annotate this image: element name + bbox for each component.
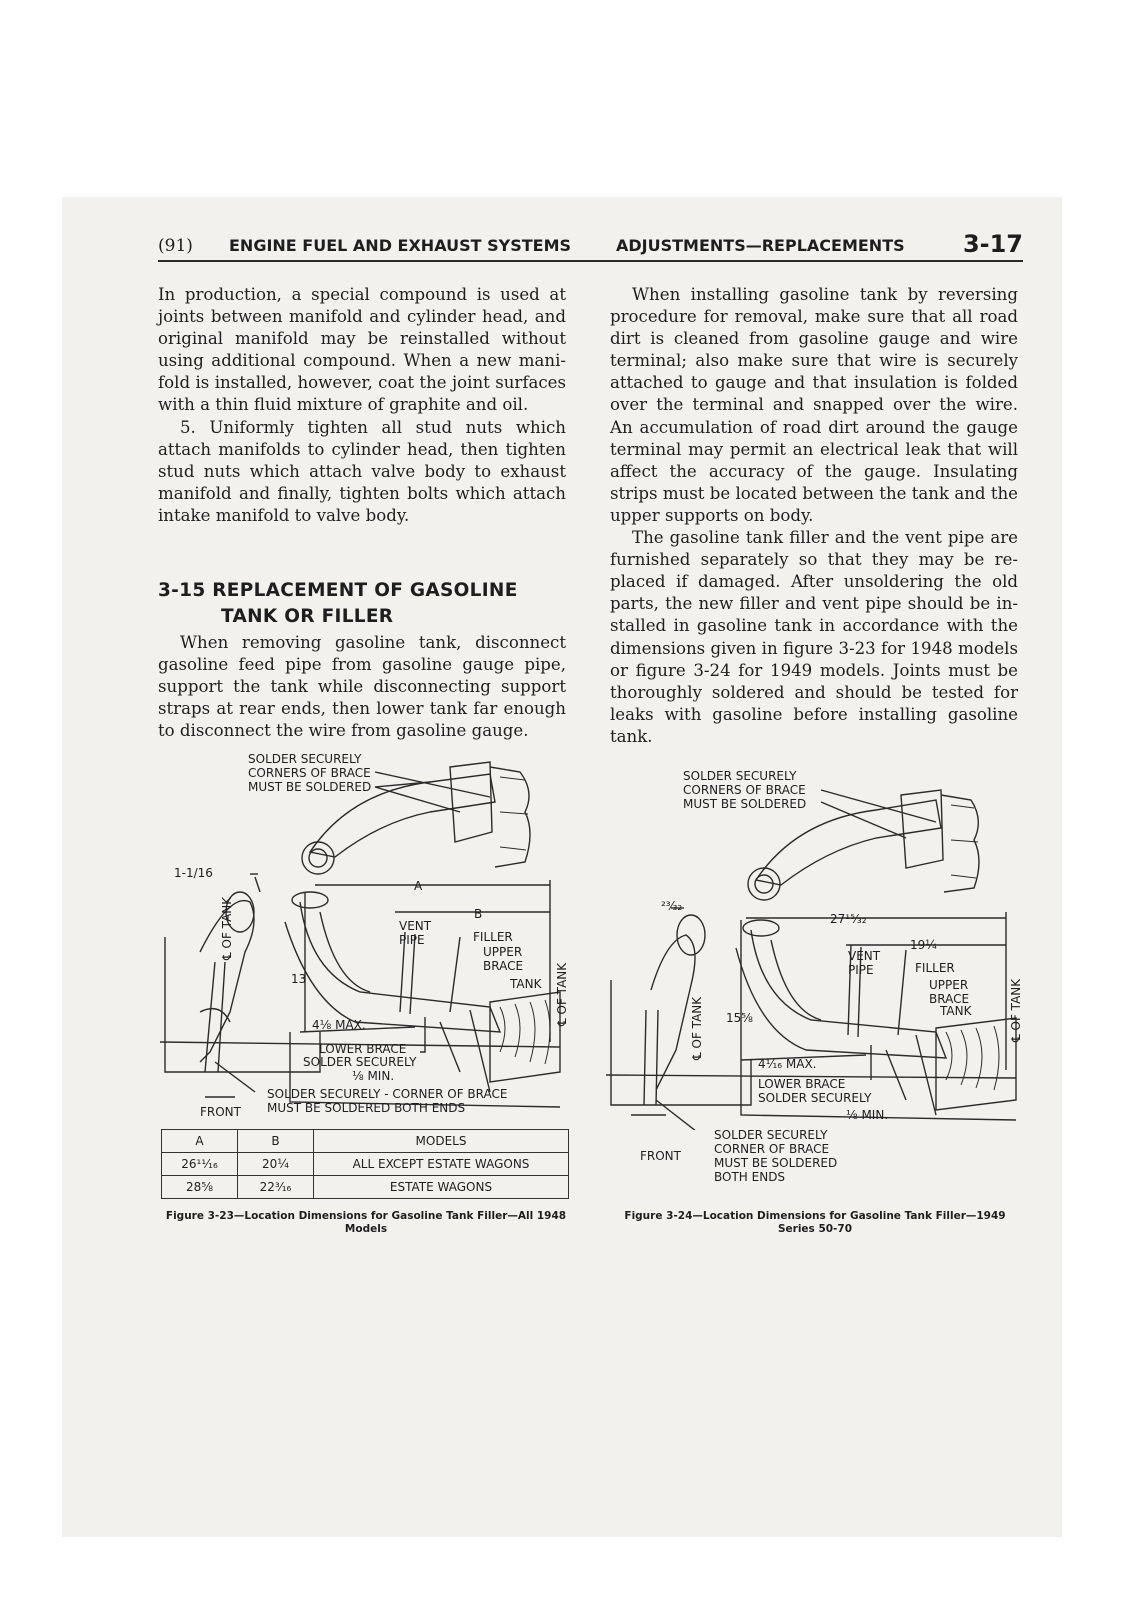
figure-3-24-illustration xyxy=(606,770,1022,1130)
paragraph: In production, a special compound is used at joints between manifold and cylinder head, and original manifold may be reinstalled without using additional compound. When a new manifold is installed, however, coat the joint surfaces with a thin fluid mixture of graphite and oil. xyxy=(158,285,566,415)
fig23-offset-dim: 1-1/16 xyxy=(174,866,213,880)
fig23-dim-b: B xyxy=(474,907,483,921)
fig24-filler-label: FILLER xyxy=(915,961,955,975)
page-header xyxy=(158,230,1023,262)
table-header: MODELS xyxy=(314,1130,569,1153)
paragraph: When removing gasoline tank, disconnect gasoline feed pipe from gasoline gauge pipe, support the tank while disconnecting support straps at rear ends, then lower tank far enough to disconnect the wire from gasoline gauge. xyxy=(158,633,566,741)
table-header: B xyxy=(238,1130,314,1153)
fig23-vent-pipe-label: VENT PIPE xyxy=(399,919,432,947)
fig24-upper-brace-label: UPPER BRACE xyxy=(929,978,970,1006)
fig24-lower-brace-label: LOWER BRACE xyxy=(758,1077,846,1091)
fig24-front-label: FRONT xyxy=(640,1149,681,1163)
table-header: A xyxy=(162,1130,238,1153)
fig23-centerline-right: ℄ OF TANK xyxy=(555,962,569,1026)
section-title: ENGINE FUEL AND EXHAUST SYSTEMS xyxy=(229,236,572,255)
paragraph: The gasoline tank filler and the vent pipe are furnished separately so that they may be replaced if damaged. After unsoldering the old parts, the new filler and vent pipe should be installed in gasoline tank in accordance with the dimensions given in figure 3-23 for 1948 models or figure 3-24 for 1949 models. Joints must be thoroughly soldered and should be tested for leaks with gasoline before installing gasoline tank. xyxy=(610,528,1018,746)
fig24-solder-top-label: SOLDER SECURELY CORNERS OF BRACE MUST BE SOLDERED xyxy=(683,769,807,811)
fig23-min-label: ⅛ MIN. xyxy=(352,1069,395,1083)
fig23-solder-top-label: SOLDER SECURELY CORNERS OF BRACE MUST BE SOLDERED xyxy=(248,752,372,794)
fig24-offset-dim: ²³⁄₃₂ xyxy=(661,899,683,913)
fig23-upper-brace-label: UPPER BRACE xyxy=(483,945,524,973)
figure-3-23-caption: Figure 3-23—Location Dimensions for Gasoline Tank Filler—All 1948 Models xyxy=(165,1210,567,1235)
fig23-max-label: 4⅛ MAX. xyxy=(312,1018,366,1032)
table-cell: ALL EXCEPT ESTATE WAGONS xyxy=(314,1153,569,1176)
fig23-solder-mid-label: SOLDER SECURELY xyxy=(303,1055,417,1069)
figure-3-24-caption: Figure 3-24—Location Dimensions for Gasoline Tank Filler—1949 Series 50-70 xyxy=(624,1210,1006,1235)
table-cell: 26¹¹⁄₁₆ xyxy=(162,1153,238,1176)
fig23-tank-label: TANK xyxy=(510,977,542,991)
fig24-centerline-right: ℄ OF TANK xyxy=(1009,978,1023,1042)
fig24-height-dim: 15⅝ xyxy=(726,1011,753,1025)
fig24-tank-label: TANK xyxy=(940,1004,972,1018)
fig24-min-label: ⅛ MIN. xyxy=(846,1108,889,1122)
table-row xyxy=(162,1176,569,1199)
table-header-row xyxy=(162,1130,569,1153)
fig24-dim-a: 27¹⁵⁄₃₂ xyxy=(830,912,867,926)
page-number: (91) xyxy=(158,236,193,256)
section-heading xyxy=(158,578,518,630)
right-column xyxy=(610,284,1018,748)
fig24-vent-pipe-label: VENT PIPE xyxy=(848,949,881,977)
fig23-lower-brace-label: LOWER BRACE xyxy=(319,1042,407,1056)
paragraph: When installing gasoline tank by reversing procedure for removal, make sure that all road dirt is cleaned from gasoline gauge and wire terminal; also make sure that wire is securely attached to gauge and that insulation is folded over the terminal and snapped over the wire. An accumulation of road dirt around the gauge terminal may permit an electrical leak that will affect the accuracy of the gauge. Insulating strips must be located between the tank and the upper supports on body. xyxy=(610,285,1018,525)
fig23-solder-bottom-label: SOLDER SECURELY - CORNER OF BRACE MUST BE SOLDERED BOTH ENDS xyxy=(267,1087,508,1115)
fig23-front-label: FRONT xyxy=(200,1105,241,1119)
section-heading-line: TANK OR FILLER xyxy=(221,606,394,627)
page-code: 3-17 xyxy=(962,230,1023,258)
fig23-dim-13: 13 xyxy=(291,972,307,986)
left-column-bottom xyxy=(158,632,566,742)
fig24-solder-bottom-label: SOLDER SECURELY CORNER OF BRACE MUST BE SOLDERED BOTH ENDS xyxy=(714,1128,838,1184)
table-cell: 22³⁄₁₆ xyxy=(238,1176,314,1199)
fig23-dim-a: A xyxy=(414,879,423,893)
table-cell: ESTATE WAGONS xyxy=(314,1176,569,1199)
table-cell: 28⅝ xyxy=(162,1176,238,1199)
section-heading-line: 3-15 REPLACEMENT OF GASOLINE xyxy=(158,580,518,601)
fig23-filler-label: FILLER xyxy=(473,930,513,944)
subsection-title: ADJUSTMENTS—REPLACEMENTS xyxy=(616,236,905,255)
table-cell: 20¼ xyxy=(238,1153,314,1176)
table-row xyxy=(162,1153,569,1176)
fig23-dimension-table xyxy=(161,1129,569,1199)
left-column-top xyxy=(158,284,566,527)
fig24-centerline-left: ℄ OF TANK xyxy=(690,996,704,1060)
fig24-solder-mid-label: SOLDER SECURELY xyxy=(758,1091,872,1105)
fig24-dim-b: 19¼ xyxy=(910,938,937,952)
fig24-max-label: 4¹⁄₁₆ MAX. xyxy=(758,1057,817,1071)
fig23-centerline-left: ℄ OF TANK xyxy=(220,896,234,960)
paragraph: 5. Uniformly tighten all stud nuts which attach manifolds to cylinder head, then tighten stud nuts which attach valve body to exhaust manifold and finally, tighten bolts which attach intake manifold to valve body. xyxy=(158,417,566,525)
